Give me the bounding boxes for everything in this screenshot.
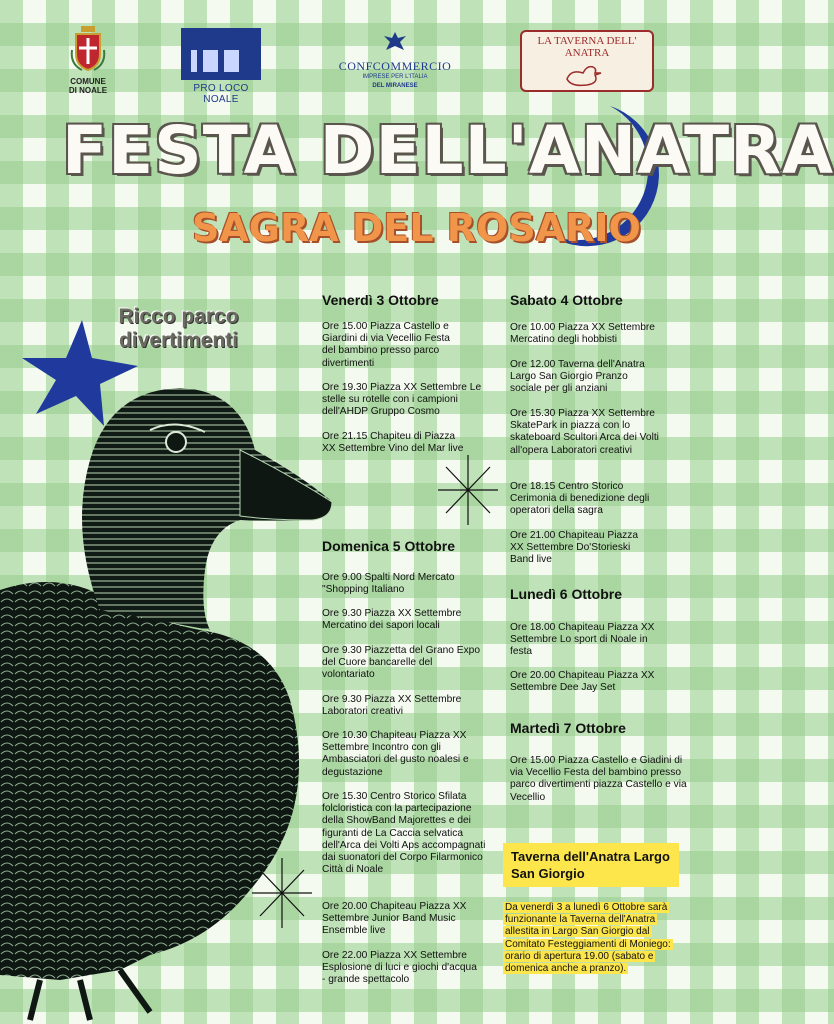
event-item: Ore 9.30 Piazza XX Settembre Laboratori creativi <box>322 694 462 718</box>
event-item: Ore 20.00 Chapiteau Piazza XX Settembre Junior Band Music Ensemble live <box>322 901 467 937</box>
event-item: Ore 21.15 Chapiteu di Piazza XX Settembre Vino del Mar live <box>322 431 464 455</box>
event-item: Ore 22.00 Piazza XX Settembre Esplosione di luci e giochi d'acqua - grande spettacolo <box>322 950 477 986</box>
crest-icon <box>68 24 108 72</box>
confcommercio-sub2: DEL MIRANESE <box>372 83 418 89</box>
confcommercio-logo <box>335 30 455 94</box>
event-item: Ore 18.15 Centro Storico Cerimonia di benedizione degli operatori della sagra <box>510 481 650 517</box>
event-item: Ore 15.30 Centro Storico Sfilata folcloristica con la partecipazione della ShowBand Majorettes e dei figuranti de La Caccia selvatica dell'Arca dei Volti Aps accompagnati dai suonatori del Corpo Filarmonico Città di Noale <box>322 791 486 876</box>
proloco-label: PRO LOCO NOALE <box>193 83 249 105</box>
day-heading: Venerdì 3 Ottobre <box>322 292 439 308</box>
event-item: Ore 12.00 Taverna dell'Anatra Largo San Giorgio Pranzo sociale per gli anziani <box>510 359 645 395</box>
taverna-heading: Taverna dell'Anatra Largo San Giorgio <box>503 843 679 887</box>
event-item: Ore 10.00 Piazza XX Settembre Mercatino degli hobbisti <box>510 322 655 346</box>
sparkle-icon <box>252 858 312 928</box>
comune-crest-logo <box>68 24 108 95</box>
event-item: Ore 21.00 Chapiteau Piazza XX Settembre Do'Storieski Band live <box>510 530 638 566</box>
taverna-note: Da venerdì 3 a lunedì 6 Ottobre sarà funzionante la Taverna dell'Anatra allestita in Largo San Giorgio dal Comitato Festeggiamenti di Moniego: orario di apertura 19.00 (sabato e domenica anche a pranzo). <box>505 902 671 975</box>
eagle-icon <box>382 30 408 54</box>
day-heading: Martedì 7 Ottobre <box>510 720 626 736</box>
event-item: Ore 9.30 Piazzetta del Grano Expo del Cuore bancarelle del volontariato <box>322 645 480 681</box>
comune-label: COMUNE DI NOALE <box>68 77 108 95</box>
promo-text: Ricco parco divertimenti <box>118 305 239 352</box>
proloco-city-icon <box>181 28 261 80</box>
event-item: Ore 15.30 Piazza XX Settembre SkatePark in piazza con lo skateboard Scultori Arca dei Volti all'opera Laboratori creativi <box>510 408 659 456</box>
event-item: Ore 20.00 Chapiteau Piazza XX Settembre Dee Jay Set <box>510 670 655 694</box>
taverna-logo-label: LA TAVERNA DELL' ANATRA <box>537 35 637 59</box>
event-item: Ore 15.00 Piazza Castello e Giadini di via Vecellio Festa del bambino presso parco divertimenti piazza Castello e via Vecellio <box>510 755 687 803</box>
event-item: Ore 19.30 Piazza XX Settembre Le stelle su rotelle con i campioni dell'AHDP Gruppo Cosmo <box>322 382 482 418</box>
page-subtitle: SAGRA DEL ROSARIO <box>192 206 641 250</box>
event-item: Ore 18.00 Chapiteau Piazza XX Settembre Lo sport di Noale in festa <box>510 622 655 658</box>
confcommercio-sub: IMPRESE PER L'ITALIA <box>362 74 428 80</box>
day-heading: Sabato 4 Ottobre <box>510 292 623 308</box>
day-heading: Domenica 5 Ottobre <box>322 538 456 554</box>
proloco-logo <box>178 28 264 105</box>
page-title: FESTA DELL'ANATRA <box>62 112 834 189</box>
day-heading: Lunedì 6 Ottobre <box>510 586 622 602</box>
confcommercio-name: CONFCOMMERCIO <box>338 59 452 73</box>
event-item: Ore 15.00 Piazza Castello e Giardini di via Vecellio Festa del bambino presso parco divertimenti <box>322 321 450 369</box>
sparkle-icon <box>438 455 498 525</box>
event-item: Ore 9.30 Piazza XX Settembre Mercatino dei sapori locali <box>322 608 462 632</box>
duck-logo-icon <box>557 59 617 89</box>
taverna-logo <box>520 30 654 92</box>
event-item: Ore 9.00 Spalti Nord Mercato "Shopping Italiano <box>322 572 455 596</box>
event-item: Ore 10.30 Chapiteau Piazza XX Settembre Incontro con gli Ambasciatori del gusto noalesi e degustazione <box>322 730 469 778</box>
